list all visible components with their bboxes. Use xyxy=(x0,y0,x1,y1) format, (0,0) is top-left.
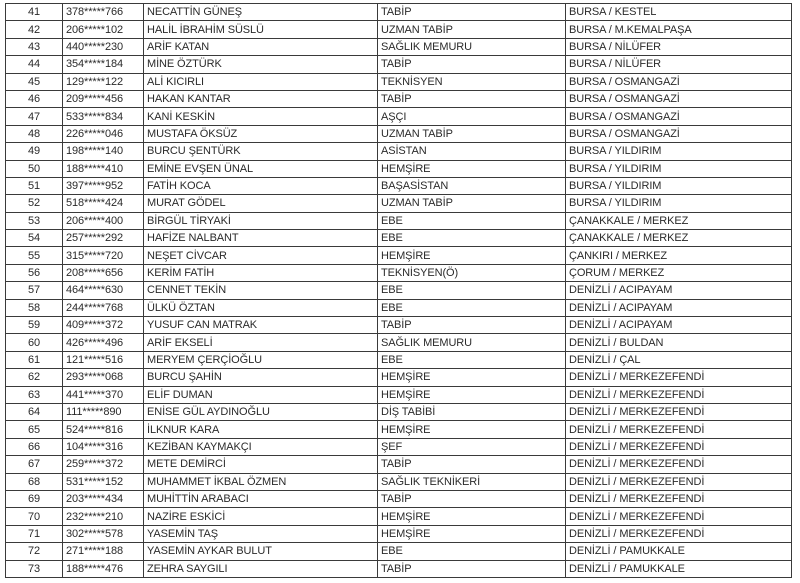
id-number-cell: 271*****188 xyxy=(63,543,144,560)
id-number-cell: 409*****372 xyxy=(63,317,144,334)
id-number-cell: 257*****292 xyxy=(63,230,144,247)
table-row xyxy=(6,317,792,334)
table-row xyxy=(6,143,792,160)
location-cell: BURSA / M.KEMALPAŞA xyxy=(566,21,792,38)
id-number-cell: 244*****768 xyxy=(63,299,144,316)
job-title-cell: EBE xyxy=(378,543,566,560)
job-title-cell: BAŞASİSTAN xyxy=(378,177,566,194)
job-title-cell: HEMŞİRE xyxy=(378,421,566,438)
id-number-cell: 426*****496 xyxy=(63,334,144,351)
row-number-cell: 64 xyxy=(6,403,63,420)
id-number-cell: 440*****230 xyxy=(63,38,144,55)
row-number-cell: 53 xyxy=(6,212,63,229)
id-number-cell: 111*****890 xyxy=(63,403,144,420)
table-row xyxy=(6,264,792,281)
row-number-cell: 62 xyxy=(6,369,63,386)
location-cell: ÇORUM / MERKEZ xyxy=(566,264,792,281)
row-number-cell: 66 xyxy=(6,438,63,455)
person-name-cell: NEŞET CİVCAR xyxy=(144,247,378,264)
row-number-cell: 56 xyxy=(6,264,63,281)
row-number-cell: 48 xyxy=(6,125,63,142)
table-row xyxy=(6,525,792,542)
table-row xyxy=(6,177,792,194)
table-row xyxy=(6,369,792,386)
person-name-cell: MUHİTTİN ARABACI xyxy=(144,490,378,507)
person-name-cell: YUSUF CAN MATRAK xyxy=(144,317,378,334)
job-title-cell: TABİP xyxy=(378,317,566,334)
table-row xyxy=(6,334,792,351)
table-row xyxy=(6,195,792,212)
person-name-cell: NAZİRE ESKİCİ xyxy=(144,508,378,525)
person-name-cell: YASEMİN AYKAR BULUT xyxy=(144,543,378,560)
id-number-cell: 531*****152 xyxy=(63,473,144,490)
id-number-cell: 198*****140 xyxy=(63,143,144,160)
job-title-cell: TABİP xyxy=(378,560,566,577)
id-number-cell: 203*****434 xyxy=(63,490,144,507)
row-number-cell: 52 xyxy=(6,195,63,212)
location-cell: BURSA / OSMANGAZİ xyxy=(566,125,792,142)
row-number-cell: 46 xyxy=(6,90,63,107)
location-cell: DENİZLİ / MERKEZEFENDİ xyxy=(566,490,792,507)
id-number-cell: 464*****630 xyxy=(63,282,144,299)
job-title-cell: HEMŞİRE xyxy=(378,369,566,386)
id-number-cell: 232*****210 xyxy=(63,508,144,525)
id-number-cell: 209*****456 xyxy=(63,90,144,107)
row-number-cell: 72 xyxy=(6,543,63,560)
job-title-cell: TABİP xyxy=(378,456,566,473)
person-name-cell: KEZİBAN KAYMAKÇI xyxy=(144,438,378,455)
table-row xyxy=(6,38,792,55)
job-title-cell: TABİP xyxy=(378,56,566,73)
table-row xyxy=(6,473,792,490)
location-cell: BURSA / KESTEL xyxy=(566,4,792,21)
location-cell: ÇANAKKALE / MERKEZ xyxy=(566,212,792,229)
id-number-cell: 524*****816 xyxy=(63,421,144,438)
row-number-cell: 57 xyxy=(6,282,63,299)
person-name-cell: MERYEM ÇERÇİOĞLU xyxy=(144,351,378,368)
location-cell: BURSA / YILDIRIM xyxy=(566,195,792,212)
row-number-cell: 59 xyxy=(6,317,63,334)
person-name-cell: EMİNE EVŞEN ÜNAL xyxy=(144,160,378,177)
table-row xyxy=(6,560,792,577)
location-cell: DENİZLİ / MERKEZEFENDİ xyxy=(566,369,792,386)
table-row xyxy=(6,4,792,21)
job-title-cell: EBE xyxy=(378,282,566,299)
row-number-cell: 47 xyxy=(6,108,63,125)
id-number-cell: 188*****410 xyxy=(63,160,144,177)
table-row xyxy=(6,508,792,525)
row-number-cell: 61 xyxy=(6,351,63,368)
id-number-cell: 315*****720 xyxy=(63,247,144,264)
row-number-cell: 73 xyxy=(6,560,63,577)
table-row xyxy=(6,456,792,473)
location-cell: ÇANAKKALE / MERKEZ xyxy=(566,230,792,247)
job-title-cell: ŞEF xyxy=(378,438,566,455)
row-number-cell: 44 xyxy=(6,56,63,73)
row-number-cell: 45 xyxy=(6,73,63,90)
table-row xyxy=(6,386,792,403)
id-number-cell: 533*****834 xyxy=(63,108,144,125)
location-cell: DENİZLİ / ACIPAYAM xyxy=(566,299,792,316)
id-number-cell: 259*****372 xyxy=(63,456,144,473)
row-number-cell: 49 xyxy=(6,143,63,160)
person-name-cell: ALİ KICIRLI xyxy=(144,73,378,90)
location-cell: DENİZLİ / MERKEZEFENDİ xyxy=(566,421,792,438)
location-cell: BURSA / NİLÜFER xyxy=(566,56,792,73)
person-name-cell: NECATTİN GÜNEŞ xyxy=(144,4,378,21)
job-title-cell: TABİP xyxy=(378,490,566,507)
row-number-cell: 70 xyxy=(6,508,63,525)
id-number-cell: 208*****656 xyxy=(63,264,144,281)
job-title-cell: EBE xyxy=(378,351,566,368)
location-cell: DENİZLİ / MERKEZEFENDİ xyxy=(566,508,792,525)
person-name-cell: BURCU ŞENTÜRK xyxy=(144,143,378,160)
person-name-cell: HALİL İBRAHİM SÜSLÜ xyxy=(144,21,378,38)
row-number-cell: 69 xyxy=(6,490,63,507)
person-name-cell: ARİF KATAN xyxy=(144,38,378,55)
location-cell: BURSA / OSMANGAZİ xyxy=(566,73,792,90)
location-cell: DENİZLİ / MERKEZEFENDİ xyxy=(566,473,792,490)
job-title-cell: HEMŞİRE xyxy=(378,247,566,264)
job-title-cell: EBE xyxy=(378,212,566,229)
job-title-cell: TEKNİSYEN(Ö) xyxy=(378,264,566,281)
table-body xyxy=(6,4,792,578)
location-cell: DENİZLİ / MERKEZEFENDİ xyxy=(566,403,792,420)
id-number-cell: 226*****046 xyxy=(63,125,144,142)
job-title-cell: EBE xyxy=(378,299,566,316)
person-name-cell: METE DEMİRCİ xyxy=(144,456,378,473)
id-number-cell: 378*****766 xyxy=(63,4,144,21)
row-number-cell: 68 xyxy=(6,473,63,490)
location-cell: DENİZLİ / BULDAN xyxy=(566,334,792,351)
job-title-cell: UZMAN TABİP xyxy=(378,21,566,38)
id-number-cell: 121*****516 xyxy=(63,351,144,368)
table-row xyxy=(6,21,792,38)
id-number-cell: 129*****122 xyxy=(63,73,144,90)
id-number-cell: 206*****102 xyxy=(63,21,144,38)
job-title-cell: SAĞLIK TEKNİKERİ xyxy=(378,473,566,490)
table-row xyxy=(6,160,792,177)
personnel-table xyxy=(5,3,792,578)
id-number-cell: 441*****370 xyxy=(63,386,144,403)
job-title-cell: UZMAN TABİP xyxy=(378,195,566,212)
location-cell: DENİZLİ / MERKEZEFENDİ xyxy=(566,456,792,473)
person-name-cell: YASEMİN TAŞ xyxy=(144,525,378,542)
job-title-cell: TABİP xyxy=(378,90,566,107)
location-cell: DENİZLİ / PAMUKKALE xyxy=(566,560,792,577)
location-cell: ÇANKIRI / MERKEZ xyxy=(566,247,792,264)
person-name-cell: MUHAMMET İKBAL ÖZMEN xyxy=(144,473,378,490)
table-row xyxy=(6,108,792,125)
location-cell: BURSA / YILDIRIM xyxy=(566,160,792,177)
person-name-cell: ENİSE GÜL AYDINOĞLU xyxy=(144,403,378,420)
job-title-cell: TEKNİSYEN xyxy=(378,73,566,90)
job-title-cell: HEMŞİRE xyxy=(378,508,566,525)
location-cell: DENİZLİ / PAMUKKALE xyxy=(566,543,792,560)
id-number-cell: 188*****476 xyxy=(63,560,144,577)
id-number-cell: 397*****952 xyxy=(63,177,144,194)
job-title-cell: SAĞLIK MEMURU xyxy=(378,38,566,55)
id-number-cell: 354*****184 xyxy=(63,56,144,73)
job-title-cell: DİŞ TABİBİ xyxy=(378,403,566,420)
person-name-cell: ARİF EKSELİ xyxy=(144,334,378,351)
person-name-cell: MURAT GÖDEL xyxy=(144,195,378,212)
table-row xyxy=(6,247,792,264)
id-number-cell: 104*****316 xyxy=(63,438,144,455)
location-cell: DENİZLİ / ACIPAYAM xyxy=(566,317,792,334)
job-title-cell: UZMAN TABİP xyxy=(378,125,566,142)
person-name-cell: ÜLKÜ ÖZTAN xyxy=(144,299,378,316)
table-row xyxy=(6,90,792,107)
job-title-cell: ASİSTAN xyxy=(378,143,566,160)
person-name-cell: KANİ KESKİN xyxy=(144,108,378,125)
job-title-cell: HEMŞİRE xyxy=(378,386,566,403)
job-title-cell: EBE xyxy=(378,230,566,247)
location-cell: DENİZLİ / ÇAL xyxy=(566,351,792,368)
row-number-cell: 60 xyxy=(6,334,63,351)
person-name-cell: ELİF DUMAN xyxy=(144,386,378,403)
person-name-cell: HAKAN KANTAR xyxy=(144,90,378,107)
table-row xyxy=(6,490,792,507)
person-name-cell: HAFİZE NALBANT xyxy=(144,230,378,247)
job-title-cell: SAĞLIK MEMURU xyxy=(378,334,566,351)
location-cell: BURSA / YILDIRIM xyxy=(566,177,792,194)
table-row xyxy=(6,73,792,90)
row-number-cell: 55 xyxy=(6,247,63,264)
person-name-cell: KERİM FATİH xyxy=(144,264,378,281)
person-name-cell: BİRGÜL TİRYAKİ xyxy=(144,212,378,229)
job-title-cell: HEMŞİRE xyxy=(378,525,566,542)
job-title-cell: HEMŞİRE xyxy=(378,160,566,177)
row-number-cell: 63 xyxy=(6,386,63,403)
row-number-cell: 58 xyxy=(6,299,63,316)
location-cell: DENİZLİ / MERKEZEFENDİ xyxy=(566,525,792,542)
id-number-cell: 518*****424 xyxy=(63,195,144,212)
row-number-cell: 54 xyxy=(6,230,63,247)
table-row xyxy=(6,212,792,229)
person-name-cell: MUSTAFA ÖKSÜZ xyxy=(144,125,378,142)
location-cell: BURSA / YILDIRIM xyxy=(566,143,792,160)
table-row xyxy=(6,282,792,299)
person-name-cell: MİNE ÖZTÜRK xyxy=(144,56,378,73)
person-name-cell: ZEHRA SAYGILI xyxy=(144,560,378,577)
row-number-cell: 51 xyxy=(6,177,63,194)
row-number-cell: 71 xyxy=(6,525,63,542)
row-number-cell: 43 xyxy=(6,38,63,55)
person-name-cell: BURCU ŞAHİN xyxy=(144,369,378,386)
location-cell: BURSA / NİLÜFER xyxy=(566,38,792,55)
location-cell: DENİZLİ / MERKEZEFENDİ xyxy=(566,386,792,403)
row-number-cell: 67 xyxy=(6,456,63,473)
table-row xyxy=(6,299,792,316)
table-row xyxy=(6,351,792,368)
job-title-cell: TABİP xyxy=(378,4,566,21)
location-cell: BURSA / OSMANGAZİ xyxy=(566,90,792,107)
id-number-cell: 206*****400 xyxy=(63,212,144,229)
row-number-cell: 65 xyxy=(6,421,63,438)
table-row xyxy=(6,438,792,455)
id-number-cell: 293*****068 xyxy=(63,369,144,386)
person-name-cell: İLKNUR KARA xyxy=(144,421,378,438)
table-row xyxy=(6,230,792,247)
row-number-cell: 50 xyxy=(6,160,63,177)
person-name-cell: CENNET TEKİN xyxy=(144,282,378,299)
table-row xyxy=(6,403,792,420)
location-cell: BURSA / OSMANGAZİ xyxy=(566,108,792,125)
table-row xyxy=(6,543,792,560)
person-name-cell: FATİH KOCA xyxy=(144,177,378,194)
job-title-cell: AŞÇI xyxy=(378,108,566,125)
row-number-cell: 41 xyxy=(6,4,63,21)
location-cell: DENİZLİ / MERKEZEFENDİ xyxy=(566,438,792,455)
row-number-cell: 42 xyxy=(6,21,63,38)
id-number-cell: 302*****578 xyxy=(63,525,144,542)
table-row xyxy=(6,421,792,438)
table-row xyxy=(6,125,792,142)
table-row xyxy=(6,56,792,73)
location-cell: DENİZLİ / ACIPAYAM xyxy=(566,282,792,299)
